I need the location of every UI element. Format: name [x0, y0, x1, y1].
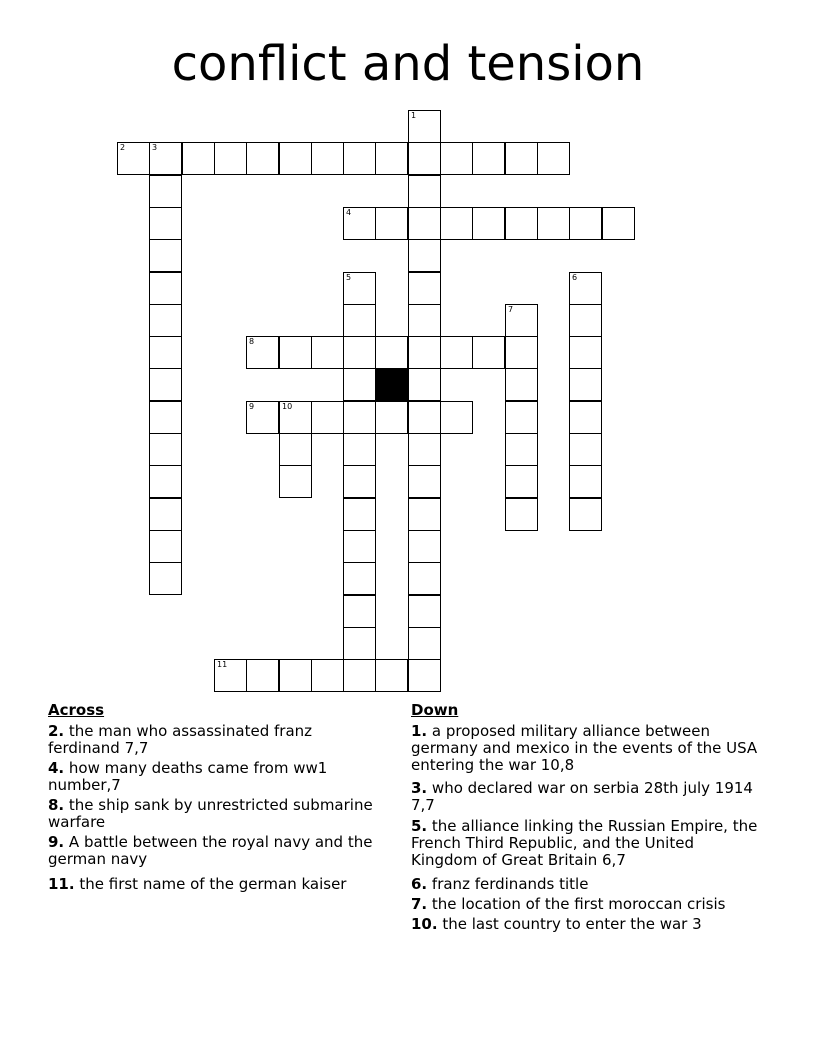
- grid-cell[interactable]: [505, 465, 538, 498]
- grid-cell[interactable]: [472, 207, 505, 240]
- clue-number: 4.: [48, 759, 65, 777]
- grid-cell[interactable]: [408, 110, 441, 143]
- grid-cell[interactable]: [343, 498, 376, 531]
- down-heading: Down: [411, 701, 459, 719]
- grid-cell[interactable]: [149, 239, 182, 272]
- cell-number: 6: [572, 273, 578, 282]
- grid-cell[interactable]: [149, 304, 182, 337]
- grid-cell[interactable]: [408, 304, 441, 337]
- clue-number: 1.: [411, 722, 428, 740]
- grid-cell[interactable]: [408, 562, 441, 595]
- grid-cell[interactable]: [569, 401, 602, 434]
- grid-cell[interactable]: [117, 142, 150, 175]
- down-clue: [411, 723, 761, 774]
- grid-cell[interactable]: [408, 368, 441, 401]
- grid-cell[interactable]: [569, 498, 602, 531]
- grid-cell[interactable]: [408, 175, 441, 208]
- grid-cell[interactable]: [408, 272, 441, 305]
- grid-cell[interactable]: [149, 401, 182, 434]
- grid-cell[interactable]: [343, 207, 376, 240]
- grid-cell[interactable]: [408, 336, 441, 369]
- grid-cell[interactable]: [311, 336, 344, 369]
- down-clue: [411, 780, 761, 814]
- grid-cell[interactable]: [440, 207, 473, 240]
- clue-text: franz ferdinands title: [431, 875, 589, 893]
- clue-text: a proposed military alliance between germany and mexico in the events of the USA entering the war 10,8: [411, 722, 758, 774]
- grid-cell[interactable]: [569, 433, 602, 466]
- grid-cell[interactable]: [149, 368, 182, 401]
- grid-cell[interactable]: [505, 336, 538, 369]
- grid-cell[interactable]: [408, 401, 441, 434]
- grid-cell[interactable]: [408, 659, 441, 692]
- grid-cell[interactable]: [408, 207, 441, 240]
- grid-cell[interactable]: [343, 562, 376, 595]
- grid-cell[interactable]: [343, 272, 376, 305]
- down-clue: [411, 916, 761, 933]
- grid-cell[interactable]: [149, 142, 182, 175]
- grid-cell[interactable]: [149, 498, 182, 531]
- grid-cell[interactable]: [149, 207, 182, 240]
- grid-cell[interactable]: [375, 207, 408, 240]
- grid-cell[interactable]: [408, 595, 441, 628]
- clue-number: 8.: [48, 796, 65, 814]
- grid-cell[interactable]: [343, 336, 376, 369]
- grid-cell[interactable]: [375, 336, 408, 369]
- grid-cell[interactable]: [343, 433, 376, 466]
- grid-cell[interactable]: [472, 142, 505, 175]
- grid-cell[interactable]: [472, 336, 505, 369]
- across-clue: [48, 723, 378, 757]
- grid-cell[interactable]: [311, 659, 344, 692]
- grid-cell[interactable]: [246, 336, 279, 369]
- grid-cell[interactable]: [311, 401, 344, 434]
- clue-text: who declared war on serbia 28th july 1914 7,7: [411, 779, 753, 814]
- cell-number: 5: [346, 273, 352, 282]
- cell-number: 10: [282, 402, 293, 411]
- grid-cell[interactable]: [149, 562, 182, 595]
- grid-cell[interactable]: [246, 142, 279, 175]
- grid-cell[interactable]: [602, 207, 635, 240]
- grid-cell[interactable]: [408, 530, 441, 563]
- clue-text: the location of the first moroccan crisis: [431, 895, 726, 913]
- cell-number: 9: [249, 402, 255, 411]
- clue-text: the alliance linking the Russian Empire, the French Third Republic, and the United Kingdom of Great Britain 6,7: [411, 817, 758, 869]
- grid-cell[interactable]: [505, 498, 538, 531]
- grid-cell[interactable]: [408, 239, 441, 272]
- across-heading: Across: [48, 701, 105, 719]
- grid-cell[interactable]: [149, 433, 182, 466]
- across-clues: [48, 702, 378, 896]
- grid-cell[interactable]: [408, 627, 441, 660]
- clue-number: 9.: [48, 833, 65, 851]
- grid-cell[interactable]: [343, 304, 376, 337]
- grid-cell[interactable]: [505, 304, 538, 337]
- clue-text: the man who assassinated franz ferdinand 7,7: [48, 722, 313, 757]
- grid-cell[interactable]: [569, 465, 602, 498]
- down-clue: [411, 818, 761, 869]
- clue-text: A battle between the royal navy and the german navy: [48, 833, 373, 868]
- across-clue: [48, 834, 378, 868]
- clue-number: 6.: [411, 875, 428, 893]
- cell-number: 4: [346, 208, 352, 217]
- grid-cell[interactable]: [505, 368, 538, 401]
- grid-cell[interactable]: [569, 368, 602, 401]
- cell-number: 8: [249, 337, 255, 346]
- grid-cell[interactable]: [246, 659, 279, 692]
- grid-cell[interactable]: [182, 142, 215, 175]
- grid-cell[interactable]: [343, 142, 376, 175]
- down-clue: [411, 896, 761, 913]
- grid-cell[interactable]: [149, 465, 182, 498]
- grid-cell[interactable]: [375, 401, 408, 434]
- grid-cell[interactable]: [440, 401, 473, 434]
- grid-cell[interactable]: [408, 142, 441, 175]
- grid-cell[interactable]: [408, 498, 441, 531]
- clue-text: the ship sank by unrestricted submarine warfare: [48, 796, 373, 831]
- down-clues: [411, 702, 761, 936]
- grid-cell[interactable]: [279, 433, 312, 466]
- grid-cell[interactable]: [214, 659, 247, 692]
- grid-cell[interactable]: [214, 142, 247, 175]
- grid-cell[interactable]: [343, 595, 376, 628]
- grid-cell[interactable]: [343, 401, 376, 434]
- cell-number: 3: [152, 143, 158, 152]
- grid-cell[interactable]: [505, 207, 538, 240]
- cell-number: 2: [120, 143, 126, 152]
- grid-cell[interactable]: [408, 465, 441, 498]
- grid-cell[interactable]: [343, 659, 376, 692]
- across-clue: [48, 876, 378, 893]
- grid-cell[interactable]: [343, 530, 376, 563]
- clue-number: 5.: [411, 817, 428, 835]
- clue-number: 3.: [411, 779, 428, 797]
- grid-cell[interactable]: [505, 433, 538, 466]
- grid-cell[interactable]: [343, 465, 376, 498]
- grid-cell[interactable]: [279, 465, 312, 498]
- grid-cell[interactable]: [569, 304, 602, 337]
- grid-cell[interactable]: [569, 207, 602, 240]
- clue-number: 2.: [48, 722, 65, 740]
- grid-cell[interactable]: [149, 272, 182, 305]
- clue-text: how many deaths came from ww1 number,7: [48, 759, 328, 794]
- cell-number: 11: [217, 660, 228, 669]
- clue-number: 11.: [48, 875, 75, 893]
- grid-cell[interactable]: [149, 175, 182, 208]
- grid-cell[interactable]: [279, 401, 312, 434]
- grid-cell[interactable]: [440, 142, 473, 175]
- grid-cell[interactable]: [311, 142, 344, 175]
- grid-cell[interactable]: [149, 530, 182, 563]
- grid-cell[interactable]: [505, 401, 538, 434]
- grid-cell[interactable]: [569, 272, 602, 305]
- grid-cell[interactable]: [279, 659, 312, 692]
- puzzle-title: conflict and tension: [171, 36, 645, 92]
- grid-cell[interactable]: [149, 336, 182, 369]
- clue-number: 7.: [411, 895, 428, 913]
- across-clue: [48, 797, 378, 831]
- blocked-cell: [375, 368, 408, 401]
- clue-number: 10.: [411, 915, 438, 933]
- grid-cell[interactable]: [343, 627, 376, 660]
- cell-number: 1: [411, 111, 417, 120]
- grid-cell[interactable]: [375, 659, 408, 692]
- grid-cell[interactable]: [505, 142, 538, 175]
- grid-cell[interactable]: [408, 433, 441, 466]
- grid-cell[interactable]: [246, 401, 279, 434]
- grid-cell[interactable]: [279, 336, 312, 369]
- across-clue: [48, 760, 378, 794]
- grid-cell[interactable]: [279, 142, 312, 175]
- grid-cell[interactable]: [343, 368, 376, 401]
- clue-text: the last country to enter the war 3: [442, 915, 702, 933]
- grid-cell[interactable]: [440, 336, 473, 369]
- clue-text: the first name of the german kaiser: [79, 875, 347, 893]
- grid-cell[interactable]: [375, 142, 408, 175]
- grid-cell[interactable]: [537, 207, 570, 240]
- down-clue: [411, 876, 761, 893]
- cell-number: 7: [508, 305, 514, 314]
- grid-cell[interactable]: [537, 142, 570, 175]
- grid-cell[interactable]: [569, 336, 602, 369]
